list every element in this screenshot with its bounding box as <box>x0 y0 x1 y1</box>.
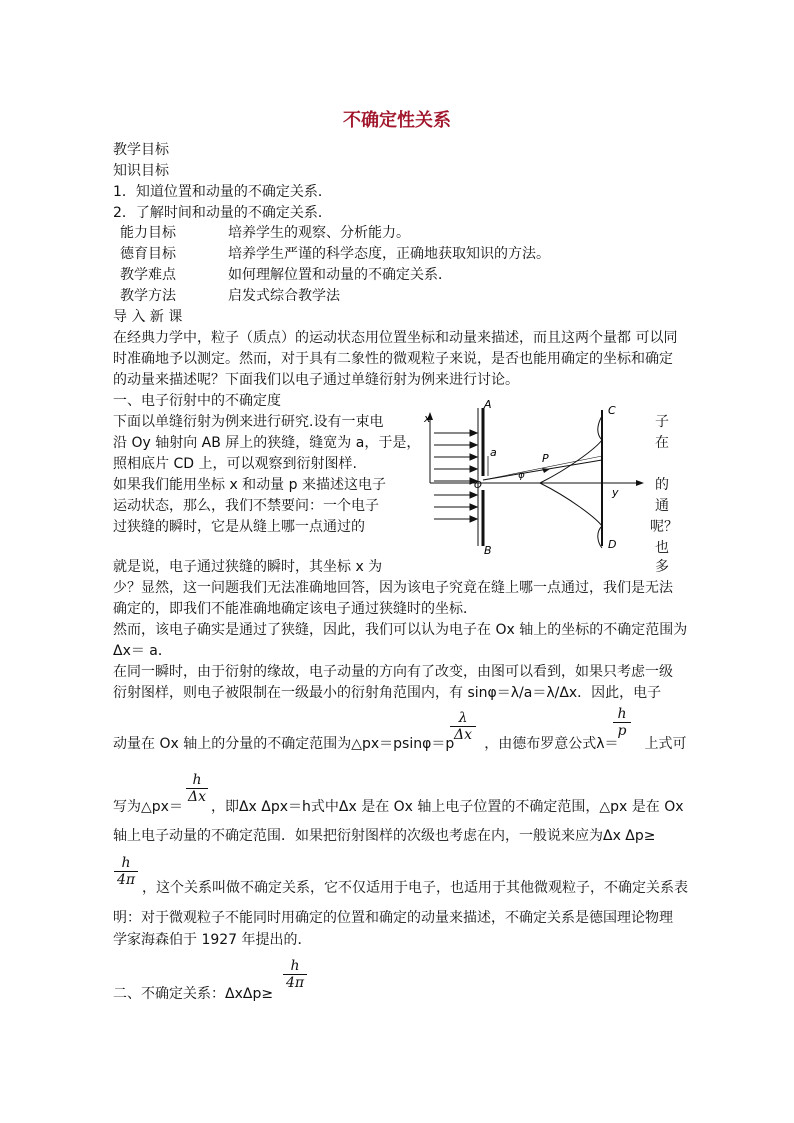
eq-text: 上式可 <box>644 736 687 752</box>
label-C: C <box>608 404 616 417</box>
wrap-line: 如果我们能用坐标 x 和动量 p 来描述这电子 <box>113 477 386 493</box>
wrap-line: 就是说，电子通过狭缝的瞬时，其坐标 x 为 <box>113 559 383 575</box>
eq-text: 动量在 Ox 轴上的分量的不确定范围为△px＝psinφ＝p <box>113 736 455 752</box>
section-heading: 一、电子衍射中的不确定度 <box>113 393 281 409</box>
heading-knowledge: 知识目标 <box>113 163 169 179</box>
row-value: 启发式综合教学法 <box>228 288 340 304</box>
label-x: x <box>424 412 431 425</box>
eq-line: 明：对于微观粒子不能同时用确定的位置和确定的动量来描述，不确定关系是德国理论物理 <box>113 910 673 926</box>
section-heading-2: 二、不确定关系：ΔxΔp≥ <box>113 986 274 1002</box>
wrap-line: 下面以单缝衍射为例来进行研究.设有一束电 <box>113 414 384 430</box>
wrap-line: 运动状态，那么，我们不禁要问：一个电子 <box>113 498 379 514</box>
eq-text: ，即Δx Δpx＝h式中Δx 是在 Ox 轴上电子位置的不确定范围，△px 是在 Ox <box>210 799 684 815</box>
label-B: B <box>484 544 492 557</box>
objective-row <box>120 286 340 307</box>
eq-line: ，这个关系叫做不确定关系，它不仅适用于电子，也适用于其他微观粒子，不确定关系表 <box>142 880 688 896</box>
wrap-line: 照相底片 CD 上，可以观察到衍射图样. <box>113 456 357 472</box>
label-A: A <box>484 398 492 411</box>
label-D: D <box>608 538 617 551</box>
fraction-h-4pi <box>114 855 138 888</box>
row-value: 如何理解位置和动量的不确定关系． <box>228 267 452 283</box>
row-key: 德育目标 <box>120 246 176 262</box>
row-key: 教学方法 <box>120 288 176 304</box>
fraction-h-4pi-2 <box>283 958 307 991</box>
fraction-lambda-dx <box>450 710 476 743</box>
eq-line: 轴上电子动量的不确定范围．如果把衍射图样的次级也考虑在内，一般说来应为Δx Δp≥ <box>113 828 656 844</box>
body-line: Δx＝ a． <box>113 643 172 659</box>
heading-objectives: 教学目标 <box>113 142 169 158</box>
frac-den: p <box>617 723 627 739</box>
frac-den: 4π <box>285 975 305 991</box>
frac-num: h <box>186 772 208 789</box>
intro-line: 在经典力学中，粒子（质点）的运动状态用位置坐标和动量来描述，而且这两个量都 可以同 <box>113 330 678 346</box>
objective-row <box>120 244 550 265</box>
frac-num: h <box>114 855 138 872</box>
wrap-line: 过狭缝的瞬时，它是从缝上哪一点通过的 <box>113 519 365 535</box>
row-value: 培养学生严谨的科学态度，正确地获取知识的方法。 <box>228 246 550 262</box>
wrap-right-char: 通 <box>655 498 669 514</box>
body-line: 确定的，即我们不能准确地确定该电子通过狭缝时的坐标． <box>113 601 477 617</box>
frac-den: Δx <box>453 727 472 743</box>
row-key: 能力目标 <box>120 225 176 241</box>
eq-text: 写为△px＝ <box>113 799 183 815</box>
frac-num: λ <box>450 710 476 727</box>
knowledge-item: 1．知道位置和动量的不确定关系． <box>113 184 332 200</box>
wrap-right-char: 的 <box>655 477 669 493</box>
page-title: 不确定性关系 <box>343 110 451 131</box>
label-a: a <box>490 446 497 459</box>
label-y: y <box>612 486 619 499</box>
eq-line <box>113 734 687 755</box>
wrap-right-char: 多 <box>655 559 669 575</box>
objective-row <box>120 265 452 286</box>
label-O: O <box>474 480 482 491</box>
wrap-right-char: 也 <box>655 540 669 556</box>
body-line: 在同一瞬时，由于衍射的缘故，电子动量的方向有了改变，由图可以看到，如果只考虑一级 <box>113 664 673 680</box>
intro-line: 的动量来描述呢？下面我们以电子通过单缝衍射为例来进行讨论。 <box>113 372 519 388</box>
eq-line: 学家海森伯于 1927 年提出的． <box>113 932 312 948</box>
body-line: 衍射图样，则电子被限制在一级最小的衍射角范围内，有 sinφ＝λ/a＝λ/Δx．因此，电子 <box>113 685 662 701</box>
frac-num: h <box>613 706 631 723</box>
knowledge-item: 2．了解时间和动量的不确定关系． <box>113 205 332 221</box>
label-P: P <box>542 452 549 465</box>
body-line: 少？显然，这一问题我们无法准确地回答，因为该电子究竟在缝上哪一点通过，我们是无法 <box>113 580 673 596</box>
intro-heading: 导 入 新 课 <box>113 309 183 325</box>
body-line: 然而，该电子确实是通过了狭缝，因此，我们可以认为电子在 Ox 轴上的坐标的不确定范围为 <box>113 622 688 638</box>
intro-line: 时准确地予以测定。然而，对于具有二象性的微观粒子来说，是否也能用确定的坐标和确定 <box>113 351 673 367</box>
wrap-line: 沿 Oy 轴射向 AB 屏上的狭缝，缝宽为 a，于是， <box>113 435 421 451</box>
frac-num: h <box>283 958 307 975</box>
row-value: 培养学生的观察、分析能力。 <box>228 225 410 241</box>
eq-text: ，由德布罗意公式λ＝ <box>484 736 619 752</box>
fraction-h-dx <box>186 772 208 805</box>
frac-den: 4π <box>116 872 136 888</box>
frac-den: Δx <box>187 789 206 805</box>
label-phi: φ <box>518 470 525 481</box>
wrap-right-char: 在 <box>655 435 669 451</box>
row-key: 教学难点 <box>120 267 176 283</box>
wrap-right-char: 子 <box>655 414 669 430</box>
objective-row <box>120 223 410 244</box>
wrap-right-char: 呢？ <box>650 519 678 535</box>
diffraction-figure <box>420 398 645 558</box>
fraction-h-p <box>613 706 631 739</box>
